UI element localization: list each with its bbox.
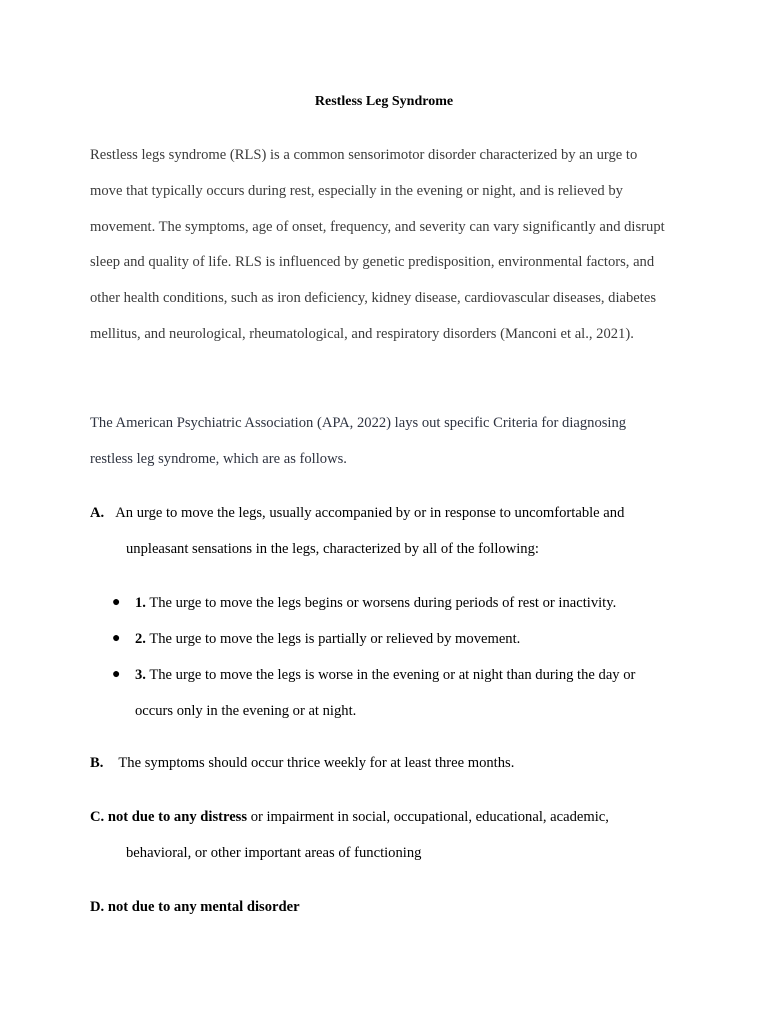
bullet-item-1 <box>90 585 670 621</box>
criterion-c-bold: C. not due to any distress <box>90 809 248 825</box>
bullet-item-2 <box>90 621 670 657</box>
criterion-a-line2: unpleasant sensations in the legs, characterized by all of the following: <box>126 541 539 557</box>
bullet-text: The urge to move the legs begins or worsens during periods of rest or inactivity. <box>145 595 617 611</box>
criterion-c-line1: or impairment in social, occupational, educational, academic, <box>247 809 609 825</box>
bullet-text: The urge to move the legs is partially or relieved by movement. <box>145 631 521 647</box>
criterion-a-line1: An urge to move the legs, usually accompanied by or in response to uncomfortable and <box>115 505 625 521</box>
bullet-icon: ● <box>112 667 121 682</box>
criterion-c <box>90 799 670 871</box>
document-title: Restless Leg Syndrome <box>314 94 454 109</box>
criterion-b-marker: B. <box>90 755 104 771</box>
criteria-intro-paragraph: The American Psychiatric Association (APA, 2022) lays out specific Criteria for diagnosing restless leg syndrome, which are as follows. <box>90 415 627 467</box>
criterion-d-bold: D. not due to any mental disorder <box>90 899 300 915</box>
bullet-text: The urge to move the legs is worse in the evening or at night than during the day or occurs only in the evening or at night. <box>135 667 636 719</box>
intro-paragraph: Restless legs syndrome (RLS) is a common sensorimotor disorder characterized by an urge to move that typically occurs during rest, especially in the evening or night, and is relieved by movement. The symptoms, age of onset, frequency, and severity can vary significantly and disrupt sleep and quality of life. RLS is influenced by genetic predisposition, environmental factors, and other health conditions, such as iron deficiency, kidney disease, cardiovascular diseases, diabetes mellitus, and neurological, rheumatological, and respiratory disorders (Manconi et al., 2021). <box>90 147 665 342</box>
bullet-number: 3. <box>135 667 146 683</box>
bullet-number: 2. <box>135 631 146 647</box>
criterion-a-bullet-list <box>90 585 670 729</box>
criterion-a <box>90 495 670 567</box>
criterion-b-text: The symptoms should occur thrice weekly for at least three months. <box>118 755 515 771</box>
criterion-a-marker: A. <box>90 505 105 521</box>
criterion-d <box>90 889 670 925</box>
criterion-b <box>90 745 670 781</box>
bullet-item-3 <box>90 657 670 729</box>
criterion-c-line2: behavioral, or other important areas of functioning <box>126 845 422 861</box>
bullet-number: 1. <box>135 595 146 611</box>
bullet-icon: ● <box>112 595 121 610</box>
bullet-icon: ● <box>112 631 121 646</box>
